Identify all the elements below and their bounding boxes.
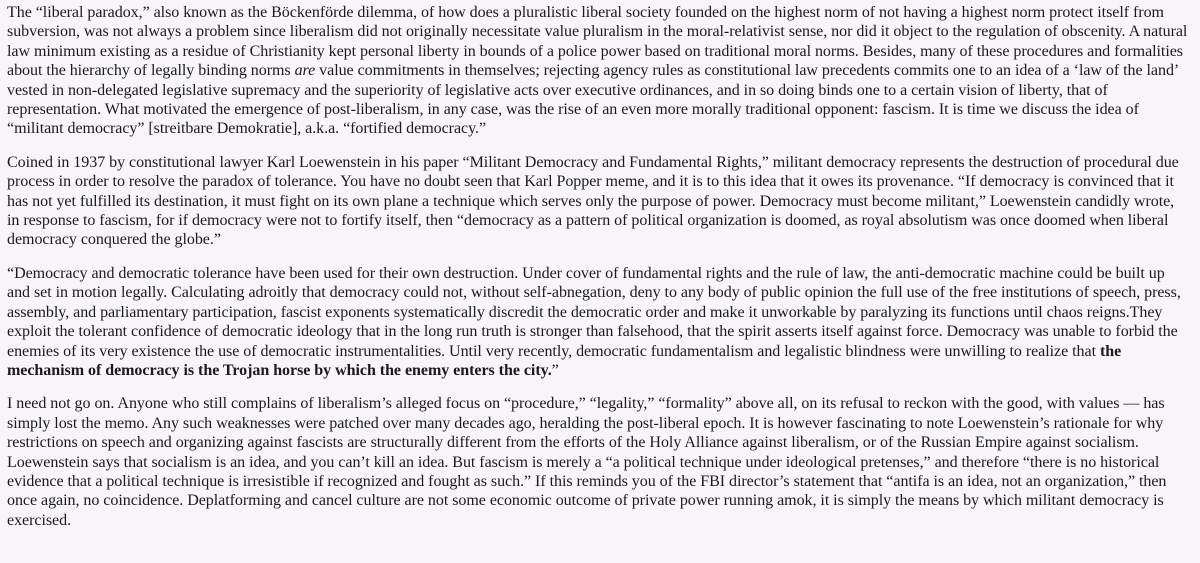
- paragraph-text: I need not go on. Anyone who still complains of liberalism’s alleged focus on “procedure,” “legality,” “formality” above all, on its refusal to reckon with the good, with values — has simply lost the memo. Any such weaknesses were patched over many decades ago, heralding the post-liberal epoch. It is however fascinating to note Loewenstein’s rationale for why restrictions on speech and organizing against fascists are structurally different from the efforts of the Holy Alliance against liberalism, or of the Russian Empire against socialism. Loewenstein says that socialism is an idea, and you can’t kill an idea. But fascism is merely a “a political technique under ideological pretenses,” and therefore “there is no historical evidence that a political technique is irresistible if recognized and fought as such.” If this reminds you of the FBI director’s statement that “antifa is an idea, not an organization,” then once again, no coincidence. Deplatforming and cancel culture are not some economic outcome of private power running amok, it is simply the means by which militant democracy is exercised.: [7, 395, 1167, 529]
- paragraph-text: ”: [551, 361, 559, 379]
- paragraph-loewenstein-quote: [7, 264, 1190, 380]
- paragraph-text: Coined in 1937 by constitutional lawyer Karl Loewenstein in his paper “Militant Democracy and Fundamental Rights,” militant democracy represents the destruction of procedural due process in order to resolve the paradox of tolerance. You have no doubt seen that Karl Popper meme, and it is to this idea that it owes its provenance. “If democracy is convinced that it has not yet fulfilled its destination, it must fight on its own plane a technique which serves only the purpose of power. Democracy must become militant,” Loewenstein candidly wrote, in response to fascism, for if democracy were not to fortify itself, then “democracy as a pattern of political organization is doomed, as royal absolutism was once doomed when liberal democracy conquered the globe.”: [7, 153, 1179, 249]
- paragraph-liberal-paradox: [7, 3, 1190, 139]
- paragraph-text: The “liberal paradox,” also known as the Böckenförde dilemma, of how does a pluralistic liberal society founded on the highest norm of not having a highest norm protect itself from subversion, was not always a problem since liberalism did not originally necessitate value pluralism in the moral-relativist sense, nor did it object to the regulation of obscenity. A natural law minimum existing as a residue of Christianity kept personal liberty in bounds of a police power based on traditional moral norms. Besides, many of these procedures and formalities about the hierarchy of legally binding norms: [7, 4, 1188, 80]
- paragraph-text: “Democracy and democratic tolerance have been used for their own destruction. Under cover of fundamental rights and the rule of law, the anti-democratic machine could be built up and set in motion legally. Calculating adroitly that democracy could not, without self-abnegation, deny to any body of public opinion the full use of the free institutions of speech, press, assembly, and parliamentary participation, fascist exponents systematically discredit the democratic order and make it unworkable by paralyzing its functions until chaos reigns.They exploit the tolerant confidence of democratic ideology that in the long run truth is stronger than falsehood, that the spirit asserts itself against force. Democracy was unable to forbid the enemies of its very existence the use of democratic instrumentalities. Until very recently, democratic fundamentalism and legalistic blindness were unwilling to realize that: [7, 264, 1181, 360]
- paragraph-text: value commitments in themselves; rejecting agency rules as constitutional law precedents commits one to an idea of a ‘law of the land’ vested in non-delegated legislative supremacy and the superiority of legislative acts over executive ordinances, and in so doing binds one to a certain vision of liberty, that of representation. What motivated the emergence of post-liberalism, in any case, was the rise of an even more morally traditional opponent: fascism. It is time we discuss the idea of “militant democracy” [streitbare Demokratie], a.k.a. “fortified democracy.”: [7, 62, 1179, 138]
- paragraph-post-liberal: [7, 394, 1190, 530]
- paragraph-militant-democracy: [7, 153, 1190, 250]
- bold-text: the mechanism of democracy is the Trojan horse by which the enemy enters the city.: [7, 342, 1122, 379]
- emphasis-text: are: [294, 62, 316, 80]
